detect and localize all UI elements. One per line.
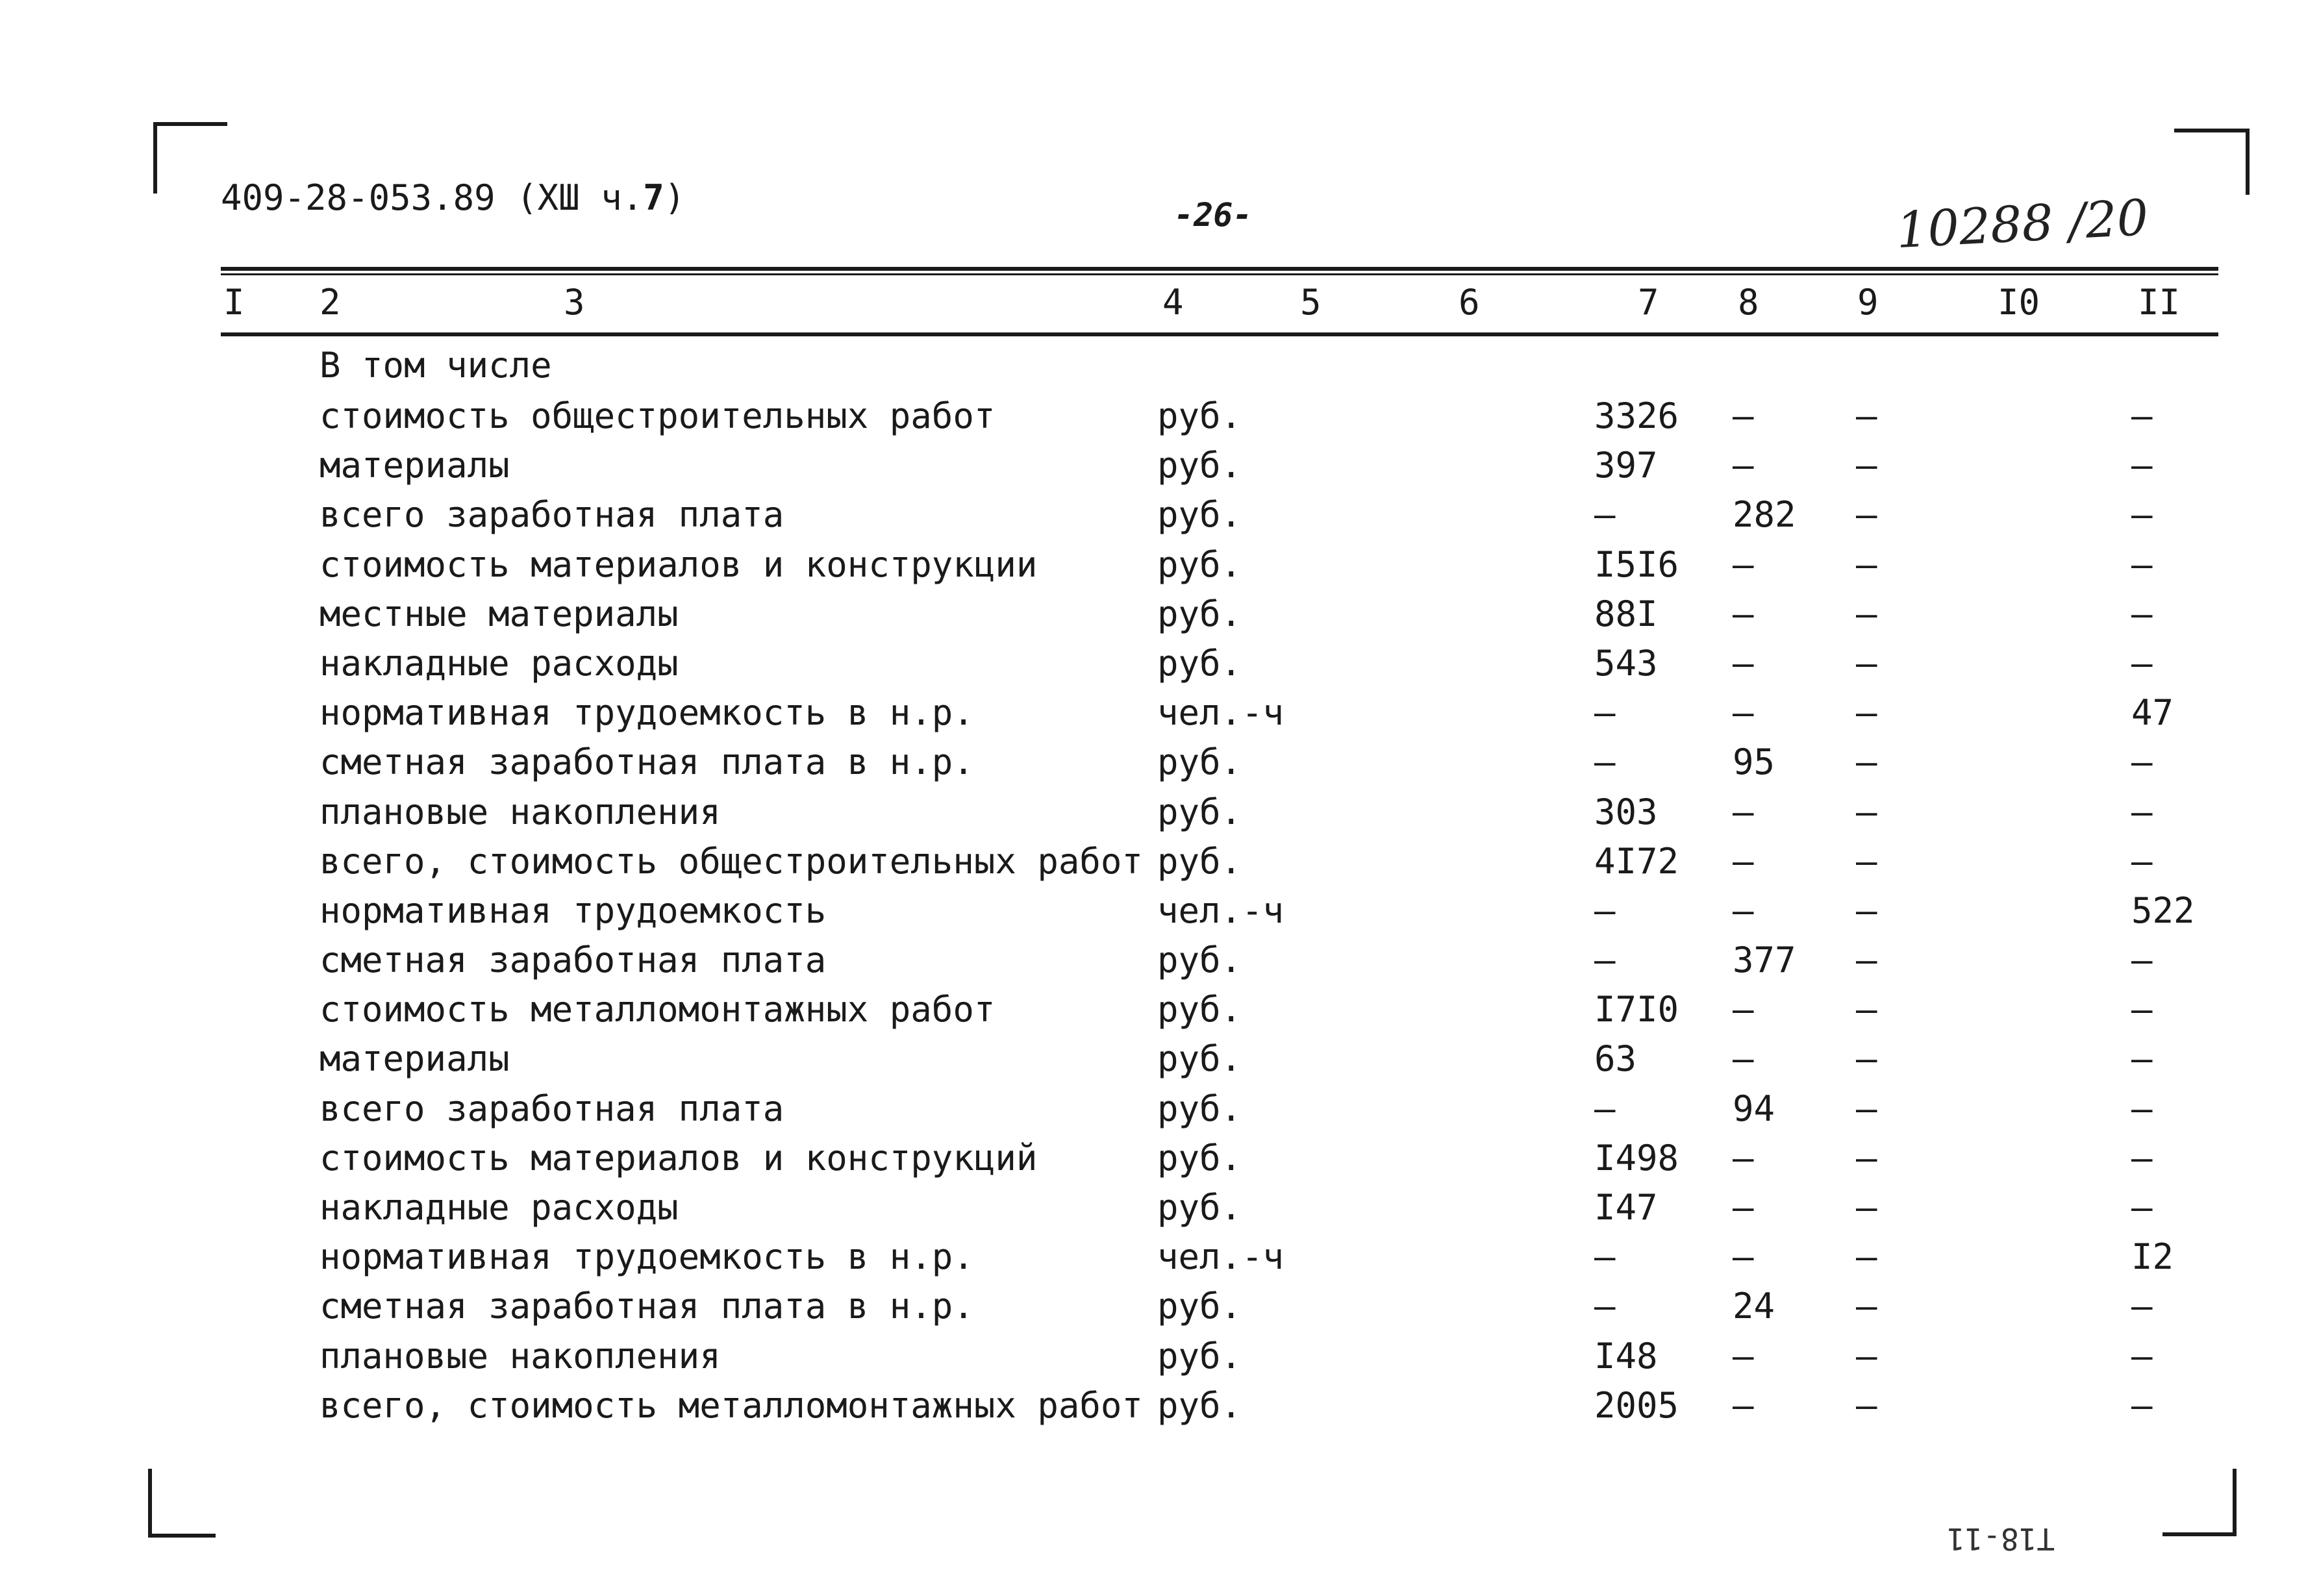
row-unit-cell: руб.: [1157, 1088, 1242, 1129]
row-column-9-cell: –: [1856, 940, 1877, 981]
row-name-cell: всего заработная плата: [320, 494, 784, 536]
row-column-9-cell: –: [1856, 890, 1877, 931]
row-name-cell: материалы: [320, 445, 510, 486]
row-column-9-cell: –: [1856, 1236, 1877, 1278]
handwritten-inventory-number: 10288 /20: [1894, 188, 2150, 260]
row-column-11-cell: –: [2131, 494, 2153, 536]
row-unit-cell: руб.: [1157, 840, 1242, 882]
row-column-7-cell: I7I0: [1594, 989, 1679, 1030]
table-row: [0, 1086, 2319, 1136]
row-column-8-cell: –: [1733, 1236, 1754, 1278]
document-code-suffix: ): [664, 177, 686, 218]
column-header-5: 5: [1300, 282, 1322, 323]
table-intro-label: В том числе: [320, 345, 552, 386]
table-row: [0, 492, 2319, 542]
column-header-6: 6: [1459, 282, 1480, 323]
table-top-rule-thin: [221, 273, 2218, 275]
table-row: [0, 592, 2319, 641]
row-column-11-cell: –: [2131, 642, 2153, 684]
column-header-7: 7: [1638, 282, 1659, 323]
row-column-9-cell: –: [1856, 1137, 1877, 1178]
table-header: [0, 278, 2319, 327]
row-column-9-cell: –: [1856, 989, 1877, 1030]
table-row: [0, 1383, 2319, 1432]
row-name-cell: сметная заработная плата: [320, 940, 827, 981]
row-unit-cell: руб.: [1157, 791, 1242, 832]
row-unit-cell: руб.: [1157, 494, 1242, 536]
row-name-cell: сметная заработная плата в н.р.: [320, 742, 974, 783]
row-column-11-cell: –: [2131, 543, 2153, 585]
row-column-7-cell: –: [1594, 1088, 1616, 1129]
row-column-11-cell: 47: [2131, 692, 2174, 734]
row-column-9-cell: –: [1856, 1286, 1877, 1327]
row-column-7-cell: –: [1594, 1286, 1616, 1327]
row-column-11-cell: –: [2131, 593, 2153, 634]
table-header-rule: [221, 332, 2218, 336]
table-row: [0, 938, 2319, 987]
row-column-7-cell: –: [1594, 890, 1616, 931]
table-row: [0, 987, 2319, 1036]
row-unit-cell: руб.: [1157, 989, 1242, 1030]
frame-corner-bottom-left: [148, 1469, 216, 1538]
row-column-11-cell: –: [2131, 940, 2153, 981]
document-code-prefix: 409-28-053.89 (XШ ч.: [221, 177, 644, 218]
table-top-rule: [221, 267, 2218, 271]
row-unit-cell: руб.: [1157, 1335, 1242, 1377]
row-column-11-cell: –: [2131, 1038, 2153, 1080]
row-unit-cell: руб.: [1157, 1187, 1242, 1228]
row-name-cell: местные материалы: [320, 593, 679, 634]
row-column-7-cell: 397: [1594, 445, 1658, 486]
row-column-8-cell: –: [1733, 890, 1754, 931]
row-column-8-cell: –: [1733, 445, 1754, 486]
row-column-9-cell: –: [1856, 543, 1877, 585]
row-name-cell: стоимость общестроительных работ: [320, 395, 996, 436]
page-number: -26-: [1174, 196, 1253, 234]
row-name-cell: накладные расходы: [320, 1187, 679, 1228]
row-column-7-cell: 3326: [1594, 395, 1679, 436]
row-column-8-cell: –: [1733, 1137, 1754, 1178]
row-column-8-cell: –: [1733, 1384, 1754, 1426]
row-column-7-cell: –: [1594, 940, 1616, 981]
table-row: [0, 641, 2319, 690]
row-column-9-cell: –: [1856, 494, 1877, 536]
row-name-cell: стоимость материалов и конструкций: [320, 1137, 1038, 1178]
row-unit-cell: руб.: [1157, 940, 1242, 981]
column-header-4: 4: [1162, 282, 1184, 323]
row-column-9-cell: –: [1856, 742, 1877, 783]
row-column-11-cell: –: [2131, 445, 2153, 486]
row-column-8-cell: 282: [1733, 494, 1796, 536]
row-column-8-cell: –: [1733, 395, 1754, 436]
row-column-8-cell: –: [1733, 543, 1754, 585]
row-name-cell: стоимость материалов и конструкции: [320, 543, 1038, 585]
table-row: [0, 790, 2319, 839]
row-column-9-cell: –: [1856, 1335, 1877, 1377]
row-name-cell: стоимость металломонтажных работ: [320, 989, 996, 1030]
row-column-7-cell: 2005: [1594, 1384, 1679, 1426]
column-header-10: I0: [1998, 282, 2040, 323]
row-column-8-cell: 94: [1733, 1088, 1775, 1129]
row-column-11-cell: –: [2131, 840, 2153, 882]
footer-stamp: T18-11: [1947, 1521, 2055, 1556]
row-unit-cell: руб.: [1157, 1038, 1242, 1080]
row-column-7-cell: –: [1594, 1236, 1616, 1278]
row-unit-cell: руб.: [1157, 445, 1242, 486]
row-column-7-cell: –: [1594, 692, 1616, 734]
row-column-8-cell: –: [1733, 593, 1754, 634]
column-header-8: 8: [1738, 282, 1759, 323]
table-row: [0, 888, 2319, 938]
table-row: [0, 1185, 2319, 1234]
row-column-7-cell: 63: [1594, 1038, 1637, 1080]
row-unit-cell: руб.: [1157, 1286, 1242, 1327]
row-column-9-cell: –: [1856, 1038, 1877, 1080]
table-row: [0, 1234, 2319, 1284]
row-column-8-cell: 24: [1733, 1286, 1775, 1327]
row-column-7-cell: I498: [1594, 1137, 1679, 1178]
row-column-11-cell: –: [2131, 395, 2153, 436]
frame-corner-top-right: [2174, 129, 2250, 195]
frame-corner-bottom-right: [2162, 1469, 2237, 1536]
row-column-11-cell: –: [2131, 1335, 2153, 1377]
row-column-7-cell: 4I72: [1594, 840, 1679, 882]
row-name-cell: всего заработная плата: [320, 1088, 784, 1129]
column-header-2: 2: [320, 282, 341, 323]
table-row: [0, 393, 2319, 443]
table-row: [0, 1136, 2319, 1185]
table-row: [0, 443, 2319, 492]
row-column-8-cell: –: [1733, 1335, 1754, 1377]
column-header-11: II: [2138, 282, 2181, 323]
row-unit-cell: чел.-ч: [1157, 1236, 1285, 1278]
row-column-11-cell: I2: [2131, 1236, 2174, 1278]
row-column-7-cell: –: [1594, 494, 1616, 536]
table-row: [0, 690, 2319, 740]
row-unit-cell: чел.-ч: [1157, 890, 1285, 931]
row-name-cell: нормативная трудоемкость: [320, 890, 827, 931]
row-column-9-cell: –: [1856, 791, 1877, 832]
row-unit-cell: руб.: [1157, 593, 1242, 634]
row-column-7-cell: 88I: [1594, 593, 1658, 634]
row-column-11-cell: –: [2131, 791, 2153, 832]
row-column-7-cell: 303: [1594, 791, 1658, 832]
row-unit-cell: руб.: [1157, 642, 1242, 684]
row-column-11-cell: –: [2131, 1286, 2153, 1327]
table-row: [0, 1036, 2319, 1086]
column-header-3: 3: [564, 282, 585, 323]
row-column-9-cell: –: [1856, 395, 1877, 436]
table-row: [0, 1284, 2319, 1333]
row-column-9-cell: –: [1856, 642, 1877, 684]
row-column-9-cell: –: [1856, 593, 1877, 634]
row-name-cell: плановые накопления: [320, 791, 721, 832]
table-body: [0, 393, 2319, 1432]
row-name-cell: нормативная трудоемкость в н.р.: [320, 1236, 974, 1278]
column-header-9: 9: [1857, 282, 1879, 323]
row-column-11-cell: –: [2131, 1187, 2153, 1228]
row-column-11-cell: –: [2131, 742, 2153, 783]
row-column-11-cell: –: [2131, 1137, 2153, 1178]
row-name-cell: накладные расходы: [320, 642, 679, 684]
document-code: [221, 175, 685, 221]
row-name-cell: всего, стоимость металломонтажных работ: [320, 1384, 1143, 1426]
row-column-8-cell: 377: [1733, 940, 1796, 981]
row-column-8-cell: –: [1733, 692, 1754, 734]
row-column-9-cell: –: [1856, 840, 1877, 882]
row-name-cell: сметная заработная плата в н.р.: [320, 1286, 974, 1327]
row-column-11-cell: –: [2131, 1384, 2153, 1426]
row-column-11-cell: 522: [2131, 890, 2195, 931]
row-column-9-cell: –: [1856, 1384, 1877, 1426]
row-column-8-cell: 95: [1733, 742, 1775, 783]
document-code-part: 7: [643, 177, 664, 218]
row-column-11-cell: –: [2131, 989, 2153, 1030]
frame-corner-top-left: [153, 122, 227, 193]
row-column-7-cell: I48: [1594, 1335, 1658, 1377]
row-name-cell: нормативная трудоемкость в н.р.: [320, 692, 974, 734]
row-name-cell: материалы: [320, 1038, 510, 1080]
table-row: [0, 839, 2319, 888]
row-column-7-cell: I47: [1594, 1187, 1658, 1228]
row-unit-cell: руб.: [1157, 1384, 1242, 1426]
table-row: [0, 542, 2319, 592]
row-column-9-cell: –: [1856, 692, 1877, 734]
row-column-7-cell: I5I6: [1594, 543, 1679, 585]
row-unit-cell: руб.: [1157, 742, 1242, 783]
row-column-7-cell: 543: [1594, 642, 1658, 684]
row-column-8-cell: –: [1733, 989, 1754, 1030]
row-unit-cell: чел.-ч: [1157, 692, 1285, 734]
row-column-8-cell: –: [1733, 1187, 1754, 1228]
row-column-9-cell: –: [1856, 1088, 1877, 1129]
row-name-cell: плановые накопления: [320, 1335, 721, 1377]
column-header-1: I: [223, 282, 245, 323]
table-row: [0, 1334, 2319, 1383]
row-unit-cell: руб.: [1157, 1137, 1242, 1178]
row-unit-cell: руб.: [1157, 395, 1242, 436]
row-name-cell: всего, стоимость общестроительных работ: [320, 840, 1143, 882]
row-column-8-cell: –: [1733, 840, 1754, 882]
row-column-11-cell: –: [2131, 1088, 2153, 1129]
row-column-8-cell: –: [1733, 791, 1754, 832]
row-column-9-cell: –: [1856, 1187, 1877, 1228]
row-column-9-cell: –: [1856, 445, 1877, 486]
table-row: [0, 740, 2319, 789]
row-unit-cell: руб.: [1157, 543, 1242, 585]
row-column-8-cell: –: [1733, 1038, 1754, 1080]
row-column-7-cell: –: [1594, 742, 1616, 783]
row-column-8-cell: –: [1733, 642, 1754, 684]
